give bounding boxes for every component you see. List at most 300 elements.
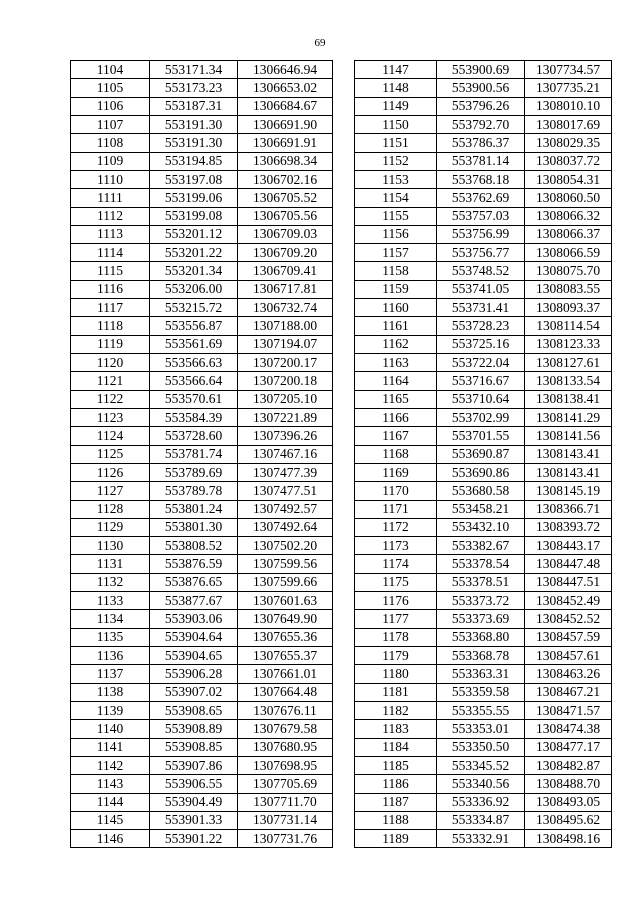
table-row <box>71 262 333 280</box>
point-number-cell: 1139 <box>71 701 150 719</box>
x-coordinate-cell: 553382.67 <box>437 537 525 555</box>
table-row <box>355 647 612 665</box>
y-coordinate-cell: 1308477.17 <box>525 738 612 756</box>
y-coordinate-cell: 1306691.90 <box>238 115 333 133</box>
x-coordinate-cell: 553801.24 <box>150 500 238 518</box>
point-number-cell: 1147 <box>355 61 437 79</box>
y-coordinate-cell: 1308143.41 <box>525 463 612 481</box>
point-number-cell: 1172 <box>355 518 437 536</box>
table-row <box>355 482 612 500</box>
y-coordinate-cell: 1308066.59 <box>525 244 612 262</box>
point-number-cell: 1174 <box>355 555 437 573</box>
point-number-cell: 1176 <box>355 592 437 610</box>
y-coordinate-cell: 1307200.17 <box>238 354 333 372</box>
y-coordinate-cell: 1306646.94 <box>238 61 333 79</box>
y-coordinate-cell: 1306698.34 <box>238 152 333 170</box>
point-number-cell: 1187 <box>355 793 437 811</box>
table-row <box>355 720 612 738</box>
y-coordinate-cell: 1308075.70 <box>525 262 612 280</box>
point-number-cell: 1185 <box>355 756 437 774</box>
y-coordinate-cell: 1307205.10 <box>238 390 333 408</box>
y-coordinate-cell: 1308138.41 <box>525 390 612 408</box>
table-row <box>71 79 333 97</box>
x-coordinate-cell: 553748.52 <box>437 262 525 280</box>
point-number-cell: 1106 <box>71 97 150 115</box>
point-number-cell: 1160 <box>355 299 437 317</box>
table-row <box>71 354 333 372</box>
y-coordinate-cell: 1308474.38 <box>525 720 612 738</box>
x-coordinate-cell: 553561.69 <box>150 335 238 353</box>
y-coordinate-cell: 1306702.16 <box>238 170 333 188</box>
table-row <box>71 720 333 738</box>
x-coordinate-cell: 553876.59 <box>150 555 238 573</box>
point-number-cell: 1120 <box>71 354 150 372</box>
point-number-cell: 1164 <box>355 372 437 390</box>
x-coordinate-cell: 553458.21 <box>437 500 525 518</box>
point-number-cell: 1183 <box>355 720 437 738</box>
table-row <box>355 408 612 426</box>
x-coordinate-cell: 553566.64 <box>150 372 238 390</box>
table-row <box>71 225 333 243</box>
x-coordinate-cell: 553762.69 <box>437 189 525 207</box>
coordinates-table-right-body <box>355 61 612 848</box>
x-coordinate-cell: 553702.99 <box>437 408 525 426</box>
table-row <box>71 299 333 317</box>
x-coordinate-cell: 553906.28 <box>150 665 238 683</box>
point-number-cell: 1153 <box>355 170 437 188</box>
y-coordinate-cell: 1307467.16 <box>238 445 333 463</box>
table-row <box>71 445 333 463</box>
y-coordinate-cell: 1308452.52 <box>525 610 612 628</box>
point-number-cell: 1156 <box>355 225 437 243</box>
table-row <box>355 207 612 225</box>
y-coordinate-cell: 1308143.41 <box>525 445 612 463</box>
x-coordinate-cell: 553792.70 <box>437 115 525 133</box>
x-coordinate-cell: 553756.99 <box>437 225 525 243</box>
y-coordinate-cell: 1308393.72 <box>525 518 612 536</box>
point-number-cell: 1170 <box>355 482 437 500</box>
y-coordinate-cell: 1307664.48 <box>238 683 333 701</box>
table-row <box>71 207 333 225</box>
table-row <box>71 738 333 756</box>
x-coordinate-cell: 553904.64 <box>150 628 238 646</box>
table-row <box>71 500 333 518</box>
table-row <box>355 390 612 408</box>
point-number-cell: 1148 <box>355 79 437 97</box>
y-coordinate-cell: 1308066.37 <box>525 225 612 243</box>
table-row <box>71 555 333 573</box>
x-coordinate-cell: 553786.37 <box>437 134 525 152</box>
point-number-cell: 1135 <box>71 628 150 646</box>
point-number-cell: 1143 <box>71 775 150 793</box>
x-coordinate-cell: 553796.26 <box>437 97 525 115</box>
table-row <box>355 280 612 298</box>
y-coordinate-cell: 1308141.56 <box>525 427 612 445</box>
table-row <box>71 793 333 811</box>
x-coordinate-cell: 553201.22 <box>150 244 238 262</box>
y-coordinate-cell: 1307734.57 <box>525 61 612 79</box>
x-coordinate-cell: 553566.63 <box>150 354 238 372</box>
x-coordinate-cell: 553432.10 <box>437 518 525 536</box>
table-row <box>71 537 333 555</box>
table-row <box>355 701 612 719</box>
y-coordinate-cell: 1308447.51 <box>525 573 612 591</box>
y-coordinate-cell: 1306684.67 <box>238 97 333 115</box>
y-coordinate-cell: 1308498.16 <box>525 830 612 848</box>
table-row <box>355 811 612 829</box>
table-row <box>355 738 612 756</box>
point-number-cell: 1104 <box>71 61 150 79</box>
point-number-cell: 1132 <box>71 573 150 591</box>
table-row <box>71 518 333 536</box>
point-number-cell: 1169 <box>355 463 437 481</box>
x-coordinate-cell: 553801.30 <box>150 518 238 536</box>
y-coordinate-cell: 1307188.00 <box>238 317 333 335</box>
y-coordinate-cell: 1307661.01 <box>238 665 333 683</box>
point-number-cell: 1122 <box>71 390 150 408</box>
x-coordinate-cell: 553171.34 <box>150 61 238 79</box>
point-number-cell: 1179 <box>355 647 437 665</box>
point-number-cell: 1107 <box>71 115 150 133</box>
x-coordinate-cell: 553903.06 <box>150 610 238 628</box>
x-coordinate-cell: 553789.69 <box>150 463 238 481</box>
x-coordinate-cell: 553904.49 <box>150 793 238 811</box>
table-row <box>355 225 612 243</box>
point-number-cell: 1165 <box>355 390 437 408</box>
point-number-cell: 1126 <box>71 463 150 481</box>
table-row <box>71 628 333 646</box>
x-coordinate-cell: 553722.04 <box>437 354 525 372</box>
x-coordinate-cell: 553908.85 <box>150 738 238 756</box>
point-number-cell: 1123 <box>71 408 150 426</box>
y-coordinate-cell: 1307502.20 <box>238 537 333 555</box>
x-coordinate-cell: 553808.52 <box>150 537 238 555</box>
x-coordinate-cell: 553716.67 <box>437 372 525 390</box>
table-row <box>355 573 612 591</box>
y-coordinate-cell: 1308037.72 <box>525 152 612 170</box>
x-coordinate-cell: 553901.33 <box>150 811 238 829</box>
x-coordinate-cell: 553768.18 <box>437 170 525 188</box>
y-coordinate-cell: 1308471.57 <box>525 701 612 719</box>
y-coordinate-cell: 1307731.14 <box>238 811 333 829</box>
point-number-cell: 1125 <box>71 445 150 463</box>
y-coordinate-cell: 1308145.19 <box>525 482 612 500</box>
y-coordinate-cell: 1306705.52 <box>238 189 333 207</box>
x-coordinate-cell: 553570.61 <box>150 390 238 408</box>
x-coordinate-cell: 553876.65 <box>150 573 238 591</box>
y-coordinate-cell: 1308452.49 <box>525 592 612 610</box>
x-coordinate-cell: 553368.78 <box>437 647 525 665</box>
x-coordinate-cell: 553368.80 <box>437 628 525 646</box>
point-number-cell: 1141 <box>71 738 150 756</box>
table-row <box>355 299 612 317</box>
point-number-cell: 1114 <box>71 244 150 262</box>
x-coordinate-cell: 553199.08 <box>150 207 238 225</box>
y-coordinate-cell: 1307698.95 <box>238 756 333 774</box>
table-row <box>71 573 333 591</box>
point-number-cell: 1181 <box>355 683 437 701</box>
table-row <box>71 152 333 170</box>
coordinates-table-left <box>70 60 333 848</box>
table-row <box>355 372 612 390</box>
x-coordinate-cell: 553334.87 <box>437 811 525 829</box>
y-coordinate-cell: 1308366.71 <box>525 500 612 518</box>
table-row <box>355 445 612 463</box>
table-row <box>355 592 612 610</box>
table-row <box>71 97 333 115</box>
page-number: 69 <box>314 37 326 49</box>
y-coordinate-cell: 1306709.41 <box>238 262 333 280</box>
x-coordinate-cell: 553191.30 <box>150 115 238 133</box>
x-coordinate-cell: 553900.56 <box>437 79 525 97</box>
x-coordinate-cell: 553199.06 <box>150 189 238 207</box>
table-row <box>71 592 333 610</box>
y-coordinate-cell: 1308447.48 <box>525 555 612 573</box>
y-coordinate-cell: 1307396.26 <box>238 427 333 445</box>
x-coordinate-cell: 553378.54 <box>437 555 525 573</box>
y-coordinate-cell: 1308054.31 <box>525 170 612 188</box>
table-row <box>71 170 333 188</box>
table-row <box>355 500 612 518</box>
table-row <box>355 317 612 335</box>
point-number-cell: 1112 <box>71 207 150 225</box>
x-coordinate-cell: 553378.51 <box>437 573 525 591</box>
x-coordinate-cell: 553373.69 <box>437 610 525 628</box>
table-row <box>355 427 612 445</box>
point-number-cell: 1128 <box>71 500 150 518</box>
y-coordinate-cell: 1307492.64 <box>238 518 333 536</box>
x-coordinate-cell: 553350.50 <box>437 738 525 756</box>
y-coordinate-cell: 1308467.21 <box>525 683 612 701</box>
table-row <box>355 262 612 280</box>
table-row <box>355 170 612 188</box>
table-row <box>71 683 333 701</box>
table-row <box>355 189 612 207</box>
point-number-cell: 1184 <box>355 738 437 756</box>
y-coordinate-cell: 1308060.50 <box>525 189 612 207</box>
x-coordinate-cell: 553201.34 <box>150 262 238 280</box>
point-number-cell: 1154 <box>355 189 437 207</box>
y-coordinate-cell: 1308133.54 <box>525 372 612 390</box>
point-number-cell: 1163 <box>355 354 437 372</box>
table-row <box>355 665 612 683</box>
x-coordinate-cell: 553340.56 <box>437 775 525 793</box>
x-coordinate-cell: 553187.31 <box>150 97 238 115</box>
x-coordinate-cell: 553363.31 <box>437 665 525 683</box>
table-row <box>355 775 612 793</box>
point-number-cell: 1188 <box>355 811 437 829</box>
y-coordinate-cell: 1307680.95 <box>238 738 333 756</box>
y-coordinate-cell: 1308123.33 <box>525 335 612 353</box>
point-number-cell: 1152 <box>355 152 437 170</box>
x-coordinate-cell: 553690.86 <box>437 463 525 481</box>
table-row <box>355 518 612 536</box>
y-coordinate-cell: 1308493.05 <box>525 793 612 811</box>
x-coordinate-cell: 553731.41 <box>437 299 525 317</box>
x-coordinate-cell: 553908.89 <box>150 720 238 738</box>
point-number-cell: 1177 <box>355 610 437 628</box>
table-row <box>71 463 333 481</box>
table-row <box>355 463 612 481</box>
point-number-cell: 1117 <box>71 299 150 317</box>
x-coordinate-cell: 553197.08 <box>150 170 238 188</box>
y-coordinate-cell: 1306653.02 <box>238 79 333 97</box>
point-number-cell: 1171 <box>355 500 437 518</box>
point-number-cell: 1162 <box>355 335 437 353</box>
table-row <box>71 134 333 152</box>
x-coordinate-cell: 553680.58 <box>437 482 525 500</box>
table-row <box>71 701 333 719</box>
x-coordinate-cell: 553373.72 <box>437 592 525 610</box>
table-row <box>71 390 333 408</box>
point-number-cell: 1178 <box>355 628 437 646</box>
table-row <box>355 756 612 774</box>
point-number-cell: 1149 <box>355 97 437 115</box>
table-row <box>355 610 612 628</box>
point-number-cell: 1151 <box>355 134 437 152</box>
point-number-cell: 1116 <box>71 280 150 298</box>
table-row <box>355 115 612 133</box>
point-number-cell: 1119 <box>71 335 150 353</box>
x-coordinate-cell: 553556.87 <box>150 317 238 335</box>
y-coordinate-cell: 1308066.32 <box>525 207 612 225</box>
y-coordinate-cell: 1306709.03 <box>238 225 333 243</box>
point-number-cell: 1189 <box>355 830 437 848</box>
point-number-cell: 1138 <box>71 683 150 701</box>
y-coordinate-cell: 1308010.10 <box>525 97 612 115</box>
table-row <box>71 775 333 793</box>
table-row <box>71 317 333 335</box>
coordinates-table-left-body <box>71 61 333 848</box>
point-number-cell: 1109 <box>71 152 150 170</box>
x-coordinate-cell: 553336.92 <box>437 793 525 811</box>
table-row <box>355 335 612 353</box>
point-number-cell: 1129 <box>71 518 150 536</box>
table-row <box>71 647 333 665</box>
point-number-cell: 1113 <box>71 225 150 243</box>
y-coordinate-cell: 1308017.69 <box>525 115 612 133</box>
x-coordinate-cell: 553728.60 <box>150 427 238 445</box>
point-number-cell: 1133 <box>71 592 150 610</box>
point-number-cell: 1145 <box>71 811 150 829</box>
table-row <box>71 244 333 262</box>
point-number-cell: 1157 <box>355 244 437 262</box>
x-coordinate-cell: 553725.16 <box>437 335 525 353</box>
point-number-cell: 1144 <box>71 793 150 811</box>
x-coordinate-cell: 553877.67 <box>150 592 238 610</box>
table-row <box>71 61 333 79</box>
table-row <box>71 830 333 848</box>
y-coordinate-cell: 1308482.87 <box>525 756 612 774</box>
x-coordinate-cell: 553789.78 <box>150 482 238 500</box>
point-number-cell: 1137 <box>71 665 150 683</box>
y-coordinate-cell: 1307200.18 <box>238 372 333 390</box>
table-row <box>355 683 612 701</box>
y-coordinate-cell: 1307477.39 <box>238 463 333 481</box>
table-row <box>71 811 333 829</box>
y-coordinate-cell: 1308141.29 <box>525 408 612 426</box>
point-number-cell: 1121 <box>71 372 150 390</box>
point-number-cell: 1131 <box>71 555 150 573</box>
table-row <box>355 244 612 262</box>
table-row <box>355 134 612 152</box>
point-number-cell: 1118 <box>71 317 150 335</box>
point-number-cell: 1158 <box>355 262 437 280</box>
y-coordinate-cell: 1307735.21 <box>525 79 612 97</box>
y-coordinate-cell: 1307477.51 <box>238 482 333 500</box>
y-coordinate-cell: 1307711.70 <box>238 793 333 811</box>
y-coordinate-cell: 1308029.35 <box>525 134 612 152</box>
y-coordinate-cell: 1308495.62 <box>525 811 612 829</box>
x-coordinate-cell: 553173.23 <box>150 79 238 97</box>
table-row <box>355 79 612 97</box>
x-coordinate-cell: 553359.58 <box>437 683 525 701</box>
x-coordinate-cell: 553728.23 <box>437 317 525 335</box>
y-coordinate-cell: 1307655.36 <box>238 628 333 646</box>
y-coordinate-cell: 1307601.63 <box>238 592 333 610</box>
x-coordinate-cell: 553908.65 <box>150 701 238 719</box>
y-coordinate-cell: 1307655.37 <box>238 647 333 665</box>
point-number-cell: 1134 <box>71 610 150 628</box>
y-coordinate-cell: 1306717.81 <box>238 280 333 298</box>
x-coordinate-cell: 553904.65 <box>150 647 238 665</box>
y-coordinate-cell: 1308114.54 <box>525 317 612 335</box>
point-number-cell: 1105 <box>71 79 150 97</box>
point-number-cell: 1150 <box>355 115 437 133</box>
point-number-cell: 1108 <box>71 134 150 152</box>
table-row <box>71 189 333 207</box>
y-coordinate-cell: 1308083.55 <box>525 280 612 298</box>
table-row <box>71 610 333 628</box>
y-coordinate-cell: 1306691.91 <box>238 134 333 152</box>
point-number-cell: 1182 <box>355 701 437 719</box>
y-coordinate-cell: 1308093.37 <box>525 299 612 317</box>
y-coordinate-cell: 1308457.61 <box>525 647 612 665</box>
x-coordinate-cell: 553345.52 <box>437 756 525 774</box>
point-number-cell: 1180 <box>355 665 437 683</box>
y-coordinate-cell: 1307599.66 <box>238 573 333 591</box>
y-coordinate-cell: 1307679.58 <box>238 720 333 738</box>
table-row <box>355 793 612 811</box>
point-number-cell: 1175 <box>355 573 437 591</box>
y-coordinate-cell: 1307221.89 <box>238 408 333 426</box>
point-number-cell: 1142 <box>71 756 150 774</box>
table-row <box>355 555 612 573</box>
table-row <box>355 152 612 170</box>
point-number-cell: 1115 <box>71 262 150 280</box>
point-number-cell: 1173 <box>355 537 437 555</box>
point-number-cell: 1136 <box>71 647 150 665</box>
x-coordinate-cell: 553781.74 <box>150 445 238 463</box>
point-number-cell: 1155 <box>355 207 437 225</box>
x-coordinate-cell: 553201.12 <box>150 225 238 243</box>
x-coordinate-cell: 553584.39 <box>150 408 238 426</box>
y-coordinate-cell: 1308457.59 <box>525 628 612 646</box>
x-coordinate-cell: 553353.01 <box>437 720 525 738</box>
y-coordinate-cell: 1307492.57 <box>238 500 333 518</box>
x-coordinate-cell: 553194.85 <box>150 152 238 170</box>
table-row <box>355 97 612 115</box>
y-coordinate-cell: 1308488.70 <box>525 775 612 793</box>
table-row <box>71 427 333 445</box>
x-coordinate-cell: 553355.55 <box>437 701 525 719</box>
x-coordinate-cell: 553907.02 <box>150 683 238 701</box>
table-row <box>71 482 333 500</box>
point-number-cell: 1110 <box>71 170 150 188</box>
table-row <box>71 335 333 353</box>
y-coordinate-cell: 1307599.56 <box>238 555 333 573</box>
table-row <box>71 280 333 298</box>
